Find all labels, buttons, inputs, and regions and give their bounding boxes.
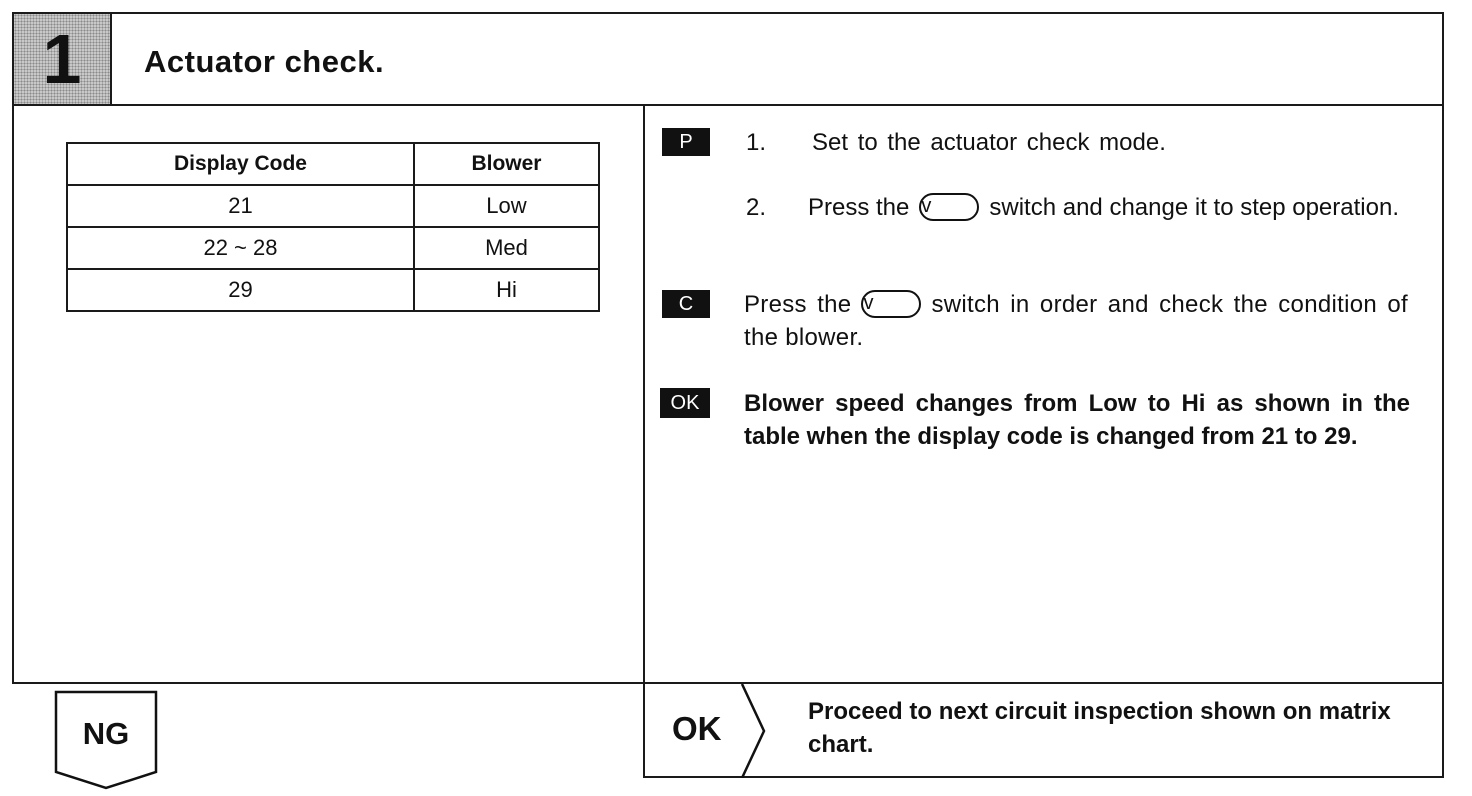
p-badge: P xyxy=(662,128,710,156)
c-text-before: Press the xyxy=(744,291,852,318)
table-row xyxy=(67,227,599,269)
ng-label: NG xyxy=(82,716,130,751)
table-cell: Low xyxy=(414,185,599,227)
table-row xyxy=(67,185,599,227)
table-header-row xyxy=(67,143,599,185)
down-switch-icon: v xyxy=(919,193,979,221)
table-cell: 22 ~ 28 xyxy=(67,227,414,269)
ok-result-text: Proceed to next circuit inspection shown on matrix chart. xyxy=(808,698,1391,758)
title-bar xyxy=(12,12,1444,106)
step-2-text xyxy=(808,191,1408,224)
ok-step-text: Blower speed changes from Low to Hi as shown in the table when the display code is changed from 21 to 29. xyxy=(744,390,1410,450)
column-header-blower: Blower xyxy=(414,143,599,185)
table-cell: 21 xyxy=(67,185,414,227)
ok-result-label: OK xyxy=(672,710,722,747)
step-number-badge: 1 xyxy=(14,14,112,104)
table-cell: Med xyxy=(414,227,599,269)
step-1-number: 1. xyxy=(746,129,767,156)
c-badge: C xyxy=(662,290,710,318)
table-cell: 29 xyxy=(67,269,414,311)
c-text-after: switch in order and check the condition of the blower. xyxy=(744,291,1408,351)
step-2-text-after: switch and change it to step operation. xyxy=(989,194,1399,221)
c-step-text xyxy=(744,288,1408,354)
step-1-text: Set to the actuator check mode. xyxy=(812,129,1166,156)
table-row xyxy=(67,269,599,311)
ok-badge: OK xyxy=(660,388,710,418)
page-title: Actuator check. xyxy=(144,44,385,79)
down-switch-icon: v xyxy=(861,290,921,318)
step-2-text-before: Press the xyxy=(808,194,910,221)
ok-chevron-icon xyxy=(740,684,770,778)
step-2-number: 2. xyxy=(746,194,767,221)
column-header-display-code: Display Code xyxy=(67,143,414,185)
display-code-table xyxy=(66,142,600,312)
table-cell: Hi xyxy=(414,269,599,311)
